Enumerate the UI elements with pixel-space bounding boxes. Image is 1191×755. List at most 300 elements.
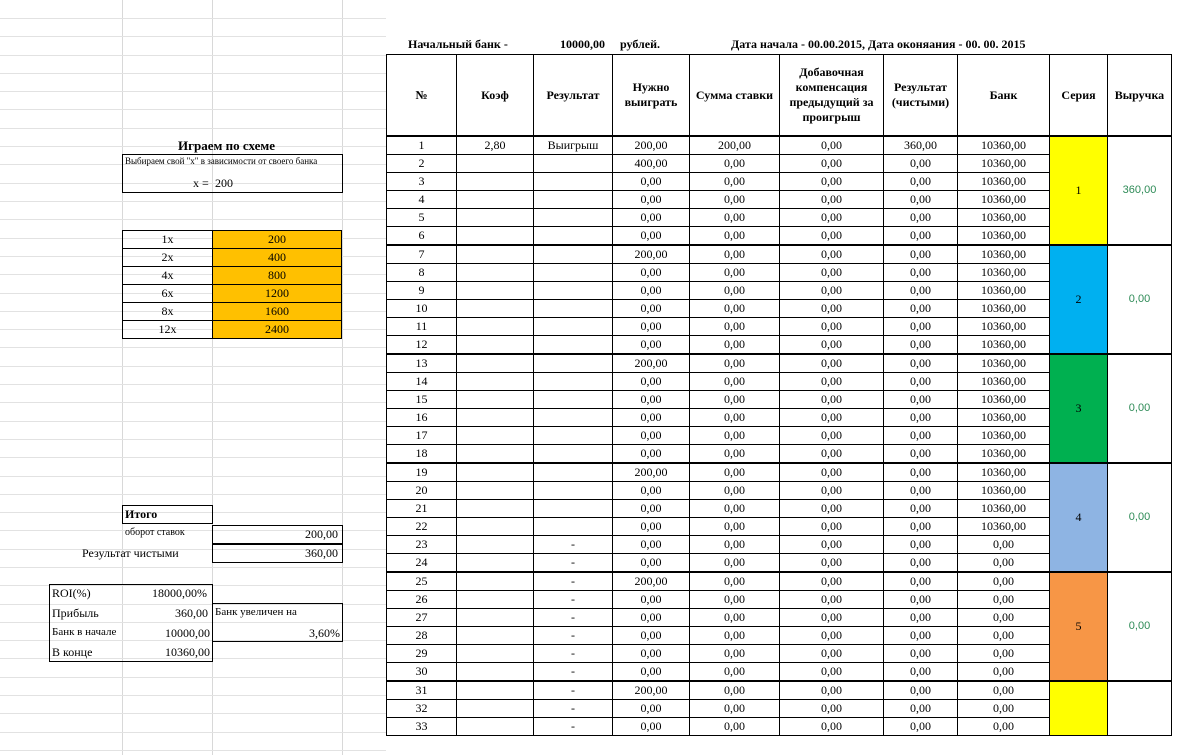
cell-need-win[interactable]: 200,00 [613,136,690,155]
cell-bet[interactable]: 0,00 [690,681,780,700]
cell-result[interactable] [534,245,613,264]
cell-number[interactable]: 4 [387,191,457,209]
cell-need-win[interactable]: 0,00 [613,645,690,663]
cell-bank[interactable]: 10360,00 [958,173,1050,191]
cell-compensation[interactable]: 0,00 [780,681,884,700]
revenue-cell[interactable]: 0,00 [1108,354,1172,463]
cell-compensation[interactable]: 0,00 [780,500,884,518]
cell-need-win[interactable]: 0,00 [613,282,690,300]
cell-bet[interactable]: 0,00 [690,518,780,536]
cell-compensation[interactable]: 0,00 [780,300,884,318]
series-cell[interactable]: 4 [1050,463,1108,572]
cell-result[interactable] [534,445,613,464]
cell-compensation[interactable]: 0,00 [780,463,884,482]
cell-result[interactable] [534,391,613,409]
cell-number[interactable]: 16 [387,409,457,427]
cell-koef[interactable] [457,627,534,645]
cell-need-win[interactable]: 200,00 [613,354,690,373]
cell-number[interactable]: 25 [387,572,457,591]
cell-koef[interactable] [457,227,534,246]
cell-bet[interactable]: 0,00 [690,300,780,318]
cell-koef[interactable] [457,700,534,718]
cell-bank[interactable]: 0,00 [958,718,1050,736]
cell-compensation[interactable]: 0,00 [780,609,884,627]
cell-net[interactable]: 0,00 [884,591,958,609]
cell-bet[interactable]: 0,00 [690,445,780,464]
cell-need-win[interactable]: 200,00 [613,572,690,591]
cell-bet[interactable]: 0,00 [690,173,780,191]
cell-koef[interactable] [457,209,534,227]
cell-bet[interactable]: 0,00 [690,318,780,336]
cell-bank[interactable]: 0,00 [958,609,1050,627]
cell-compensation[interactable]: 0,00 [780,700,884,718]
cell-result[interactable] [534,336,613,355]
cell-result[interactable]: - [534,591,613,609]
cell-koef[interactable] [457,173,534,191]
cell-result[interactable] [534,373,613,391]
cell-bank[interactable]: 10360,00 [958,445,1050,464]
cell-compensation[interactable]: 0,00 [780,227,884,246]
cell-koef[interactable] [457,191,534,209]
revenue-cell[interactable]: 0,00 [1108,245,1172,354]
cell-need-win[interactable]: 200,00 [613,463,690,482]
cell-compensation[interactable]: 0,00 [780,627,884,645]
cell-bank[interactable]: 10360,00 [958,264,1050,282]
cell-bet[interactable]: 0,00 [690,627,780,645]
cell-compensation[interactable]: 0,00 [780,336,884,355]
cell-result[interactable] [534,173,613,191]
cell-number[interactable]: 27 [387,609,457,627]
cell-bet[interactable]: 0,00 [690,591,780,609]
multiplier-value[interactable]: 200 [213,231,342,249]
multiplier-value[interactable]: 800 [213,267,342,285]
multiplier-value[interactable]: 400 [213,249,342,267]
cell-koef[interactable] [457,373,534,391]
cell-bet[interactable]: 0,00 [690,718,780,736]
cell-net[interactable]: 0,00 [884,645,958,663]
cell-result[interactable] [534,318,613,336]
cell-number[interactable]: 30 [387,663,457,682]
cell-bank[interactable]: 0,00 [958,554,1050,573]
cell-need-win[interactable]: 0,00 [613,591,690,609]
cell-koef[interactable] [457,609,534,627]
revenue-cell[interactable]: 360,00 [1108,136,1172,245]
cell-number[interactable]: 24 [387,554,457,573]
cell-compensation[interactable]: 0,00 [780,209,884,227]
cell-need-win[interactable]: 0,00 [613,300,690,318]
cell-need-win[interactable]: 0,00 [613,627,690,645]
grid-line [0,219,386,220]
cell-number[interactable]: 5 [387,209,457,227]
cell-bank[interactable]: 10360,00 [958,191,1050,209]
betting-table [386,54,1172,736]
cell-result[interactable]: - [534,645,613,663]
cell-net[interactable]: 360,00 [884,136,958,155]
cell-need-win[interactable]: 400,00 [613,155,690,173]
cell-net[interactable]: 0,00 [884,227,958,246]
cell-net[interactable]: 0,00 [884,572,958,591]
cell-koef[interactable] [457,554,534,573]
cell-number[interactable]: 17 [387,427,457,445]
cell-number[interactable]: 29 [387,645,457,663]
cell-number[interactable]: 12 [387,336,457,355]
cell-compensation[interactable]: 0,00 [780,318,884,336]
cell-bet[interactable]: 0,00 [690,409,780,427]
cell-bet[interactable]: 0,00 [690,391,780,409]
cell-result[interactable]: - [534,536,613,554]
cell-need-win[interactable]: 0,00 [613,409,690,427]
x-value[interactable]: 200 [215,176,233,190]
cell-koef[interactable] [457,409,534,427]
cell-koef[interactable] [457,336,534,355]
cell-number[interactable]: 31 [387,681,457,700]
cell-bank[interactable]: 10360,00 [958,282,1050,300]
cell-need-win[interactable]: 0,00 [613,536,690,554]
grid-line [0,18,386,19]
cell-bank[interactable]: 10360,00 [958,463,1050,482]
cell-bank[interactable]: 10360,00 [958,155,1050,173]
multiplier-value[interactable]: 1200 [213,285,342,303]
cell-koef[interactable] [457,282,534,300]
cell-compensation[interactable]: 0,00 [780,591,884,609]
cell-net[interactable]: 0,00 [884,373,958,391]
cell-koef[interactable] [457,500,534,518]
cell-result[interactable] [534,500,613,518]
cell-result[interactable] [534,354,613,373]
cell-net[interactable]: 0,00 [884,445,958,464]
cell-number[interactable]: 28 [387,627,457,645]
series-cell[interactable]: 2 [1050,245,1108,354]
cell-need-win[interactable]: 0,00 [613,264,690,282]
cell-bet[interactable]: 0,00 [690,482,780,500]
revenue-cell[interactable]: 0,00 [1108,572,1172,681]
grid-line [0,91,386,92]
cell-bank[interactable]: 0,00 [958,536,1050,554]
cell-net[interactable]: 0,00 [884,318,958,336]
cell-net[interactable]: 0,00 [884,173,958,191]
cell-koef[interactable] [457,391,534,409]
cell-bet[interactable]: 0,00 [690,700,780,718]
revenue-cell[interactable] [1108,681,1172,736]
cell-need-win[interactable]: 0,00 [613,173,690,191]
cell-compensation[interactable]: 0,00 [780,282,884,300]
series-cell[interactable] [1050,681,1108,736]
cell-bank[interactable]: 10360,00 [958,318,1050,336]
cell-bet[interactable]: 0,00 [690,536,780,554]
cell-bank[interactable]: 10360,00 [958,391,1050,409]
cell-need-win[interactable]: 0,00 [613,445,690,464]
cell-compensation[interactable]: 0,00 [780,427,884,445]
cell-result[interactable] [534,155,613,173]
cell-need-win[interactable]: 200,00 [613,681,690,700]
cell-bank[interactable]: 10360,00 [958,427,1050,445]
cell-number[interactable]: 23 [387,536,457,554]
cell-result[interactable]: - [534,609,613,627]
multiplier-label: 8х [123,303,213,321]
series-cell[interactable]: 3 [1050,354,1108,463]
cell-bank[interactable]: 0,00 [958,572,1050,591]
cell-result[interactable]: - [534,627,613,645]
cell-net[interactable]: 0,00 [884,681,958,700]
cell-koef[interactable] [457,445,534,464]
cell-net[interactable]: 0,00 [884,627,958,645]
cell-bank[interactable]: 10360,00 [958,409,1050,427]
cell-koef[interactable] [457,482,534,500]
cell-koef[interactable] [457,318,534,336]
cell-number[interactable]: 20 [387,482,457,500]
grid-line [0,36,386,37]
cell-number[interactable]: 33 [387,718,457,736]
cell-bet[interactable]: 0,00 [690,500,780,518]
cell-result[interactable]: - [534,718,613,736]
series-cell[interactable]: 1 [1050,136,1108,245]
table-row [387,572,1172,591]
cell-need-win[interactable]: 0,00 [613,609,690,627]
cell-number[interactable]: 3 [387,173,457,191]
cell-need-win[interactable]: 0,00 [613,700,690,718]
cell-compensation[interactable]: 0,00 [780,554,884,573]
cell-bank[interactable]: 10360,00 [958,518,1050,536]
cell-need-win[interactable]: 200,00 [613,245,690,264]
cell-bet[interactable]: 0,00 [690,264,780,282]
cell-result[interactable] [534,409,613,427]
cell-bank[interactable]: 10360,00 [958,500,1050,518]
cell-result[interactable] [534,482,613,500]
cell-bank[interactable]: 0,00 [958,700,1050,718]
cell-compensation[interactable]: 0,00 [780,409,884,427]
cell-number[interactable]: 19 [387,463,457,482]
cell-bet[interactable]: 0,00 [690,155,780,173]
cell-net[interactable]: 0,00 [884,191,958,209]
cell-bet[interactable]: 200,00 [690,136,780,155]
cell-compensation[interactable]: 0,00 [780,173,884,191]
cell-need-win[interactable]: 0,00 [613,718,690,736]
cell-result[interactable]: - [534,700,613,718]
cell-result[interactable] [534,227,613,246]
cell-compensation[interactable]: 0,00 [780,264,884,282]
cell-number[interactable]: 11 [387,318,457,336]
cell-bank[interactable]: 10360,00 [958,245,1050,264]
cell-compensation[interactable]: 0,00 [780,536,884,554]
cell-net[interactable]: 0,00 [884,155,958,173]
cell-bank[interactable]: 10360,00 [958,209,1050,227]
cell-bank[interactable]: 10360,00 [958,227,1050,246]
cell-number[interactable]: 18 [387,445,457,464]
cell-result[interactable] [534,300,613,318]
cell-koef[interactable] [457,155,534,173]
cell-koef[interactable] [457,536,534,554]
cell-bank[interactable]: 0,00 [958,591,1050,609]
multiplier-value[interactable]: 1600 [213,303,342,321]
cell-koef[interactable] [457,591,534,609]
cell-bank[interactable]: 0,00 [958,681,1050,700]
cell-number[interactable]: 9 [387,282,457,300]
cell-bet[interactable]: 0,00 [690,191,780,209]
cell-compensation[interactable]: 0,00 [780,572,884,591]
scheme-title: Играем по схеме [178,138,276,153]
cell-bet[interactable]: 0,00 [690,227,780,246]
cell-compensation[interactable]: 0,00 [780,518,884,536]
cell-compensation[interactable]: 0,00 [780,645,884,663]
cell-result[interactable] [534,264,613,282]
cell-bank[interactable]: 10360,00 [958,336,1050,355]
cell-bank[interactable]: 0,00 [958,627,1050,645]
cell-need-win[interactable]: 0,00 [613,427,690,445]
cell-net[interactable]: 0,00 [884,463,958,482]
cell-net[interactable]: 0,00 [884,700,958,718]
cell-net[interactable]: 0,00 [884,536,958,554]
cell-koef[interactable] [457,264,534,282]
cell-need-win[interactable]: 0,00 [613,518,690,536]
cell-koef[interactable] [457,354,534,373]
bank-end-label: В конце [52,645,93,659]
cell-net[interactable]: 0,00 [884,609,958,627]
cell-koef[interactable] [457,718,534,736]
multiplier-value[interactable]: 2400 [213,321,342,339]
cell-koef[interactable] [457,300,534,318]
cell-number[interactable]: 6 [387,227,457,246]
cell-need-win[interactable]: 0,00 [613,318,690,336]
cell-net[interactable]: 0,00 [884,264,958,282]
cell-net[interactable]: 0,00 [884,391,958,409]
cell-number[interactable]: 7 [387,245,457,264]
cell-bet[interactable]: 0,00 [690,554,780,573]
cell-result[interactable]: - [534,663,613,682]
cell-need-win[interactable]: 0,00 [613,482,690,500]
cell-net[interactable]: 0,00 [884,336,958,355]
cell-net[interactable]: 0,00 [884,282,958,300]
cell-bank[interactable]: 10360,00 [958,373,1050,391]
cell-net[interactable]: 0,00 [884,663,958,682]
cell-net[interactable]: 0,00 [884,245,958,264]
cell-number[interactable]: 15 [387,391,457,409]
cell-need-win[interactable]: 0,00 [613,191,690,209]
cell-net[interactable]: 0,00 [884,354,958,373]
cell-need-win[interactable]: 0,00 [613,663,690,682]
cell-net[interactable]: 0,00 [884,300,958,318]
cell-result[interactable] [534,427,613,445]
start-bank-unit: рублей. [620,37,661,51]
cell-number[interactable]: 10 [387,300,457,318]
cell-compensation[interactable]: 0,00 [780,155,884,173]
cell-need-win[interactable]: 0,00 [613,554,690,573]
cell-need-win[interactable]: 0,00 [613,209,690,227]
cell-bet[interactable]: 0,00 [690,373,780,391]
cell-result[interactable] [534,191,613,209]
cell-koef[interactable] [457,427,534,445]
cell-number[interactable]: 14 [387,373,457,391]
cell-net[interactable]: 0,00 [884,718,958,736]
cell-bet[interactable]: 0,00 [690,463,780,482]
cell-compensation[interactable]: 0,00 [780,245,884,264]
cell-compensation[interactable]: 0,00 [780,136,884,155]
cell-result[interactable]: - [534,681,613,700]
cell-need-win[interactable]: 0,00 [613,373,690,391]
grid-line [0,128,386,129]
cell-result[interactable] [534,282,613,300]
cell-number[interactable]: 13 [387,354,457,373]
cell-net[interactable]: 0,00 [884,518,958,536]
cell-net[interactable]: 0,00 [884,500,958,518]
cell-need-win[interactable]: 0,00 [613,336,690,355]
cell-koef[interactable] [457,245,534,264]
cell-result[interactable]: - [534,572,613,591]
grid-line [0,457,386,458]
cell-bet[interactable]: 0,00 [690,609,780,627]
cell-number[interactable]: 26 [387,591,457,609]
cell-compensation[interactable]: 0,00 [780,373,884,391]
grid-line [0,73,386,74]
cell-bank[interactable]: 0,00 [958,645,1050,663]
cell-number[interactable]: 1 [387,136,457,155]
cell-bet[interactable]: 0,00 [690,282,780,300]
cell-bank[interactable]: 10360,00 [958,482,1050,500]
cell-koef[interactable] [457,463,534,482]
cell-number[interactable]: 2 [387,155,457,173]
cell-number[interactable]: 21 [387,500,457,518]
cell-koef[interactable] [457,645,534,663]
cell-bet[interactable]: 0,00 [690,245,780,264]
cell-need-win[interactable]: 0,00 [613,391,690,409]
cell-compensation[interactable]: 0,00 [780,663,884,682]
cell-bet[interactable]: 0,00 [690,427,780,445]
cell-bet[interactable]: 0,00 [690,663,780,682]
roi-label: ROI(%) [52,586,91,600]
cell-net[interactable]: 0,00 [884,409,958,427]
cell-bank[interactable]: 10360,00 [958,300,1050,318]
cell-compensation[interactable]: 0,00 [780,482,884,500]
cell-compensation[interactable]: 0,00 [780,391,884,409]
date-range: Дата начала - 00.00.2015, Дата оконяания - 00. 00. 2015 [731,37,1026,51]
cell-bet[interactable]: 0,00 [690,572,780,591]
cell-result[interactable] [534,518,613,536]
cell-bank[interactable]: 0,00 [958,663,1050,682]
table-row [387,136,1172,155]
cell-koef[interactable]: 2,80 [457,136,534,155]
cell-result[interactable] [534,209,613,227]
cell-bet[interactable]: 0,00 [690,209,780,227]
cell-net[interactable]: 0,00 [884,554,958,573]
cell-number[interactable]: 22 [387,518,457,536]
cell-number[interactable]: 32 [387,700,457,718]
cell-net[interactable]: 0,00 [884,209,958,227]
cell-net[interactable]: 0,00 [884,482,958,500]
cell-compensation[interactable]: 0,00 [780,354,884,373]
cell-result[interactable]: Выигрыш [534,136,613,155]
revenue-cell[interactable]: 0,00 [1108,463,1172,572]
cell-bet[interactable]: 0,00 [690,645,780,663]
table-row [387,245,1172,264]
cell-compensation[interactable]: 0,00 [780,718,884,736]
cell-compensation[interactable]: 0,00 [780,191,884,209]
cell-koef[interactable] [457,518,534,536]
cell-need-win[interactable]: 0,00 [613,500,690,518]
cell-net[interactable]: 0,00 [884,427,958,445]
cell-result[interactable]: - [534,554,613,573]
cell-bet[interactable]: 0,00 [690,354,780,373]
cell-koef[interactable] [457,663,534,682]
cell-koef[interactable] [457,572,534,591]
cell-need-win[interactable]: 0,00 [613,227,690,246]
cell-bet[interactable]: 0,00 [690,336,780,355]
cell-bank[interactable]: 10360,00 [958,354,1050,373]
cell-bank[interactable]: 10360,00 [958,136,1050,155]
cell-number[interactable]: 8 [387,264,457,282]
cell-result[interactable] [534,463,613,482]
cell-koef[interactable] [457,681,534,700]
cell-compensation[interactable]: 0,00 [780,445,884,464]
series-cell[interactable]: 5 [1050,572,1108,681]
